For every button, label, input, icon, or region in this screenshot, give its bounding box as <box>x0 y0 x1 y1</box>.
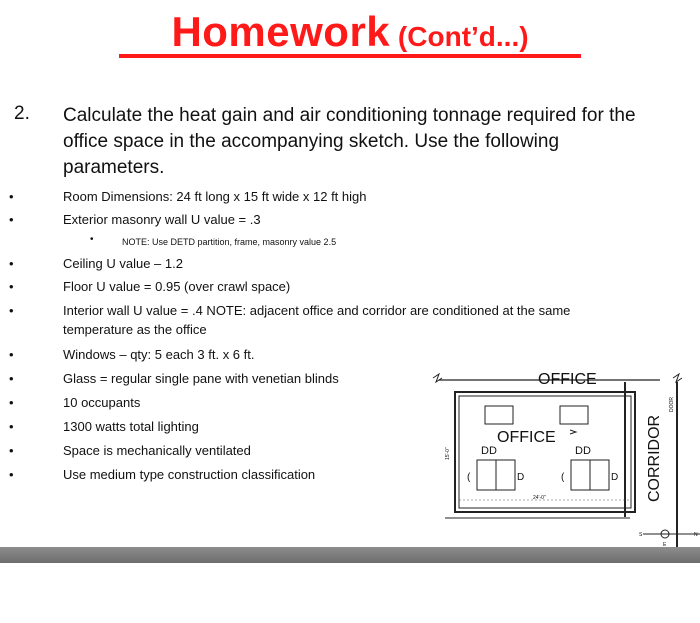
param-ventilation: Space is mechanically ventilated <box>63 443 251 458</box>
bullet: • <box>9 395 14 410</box>
param-room-dimensions: Room Dimensions: 24 ft long x 15 ft wide x 12 ft high <box>63 189 367 204</box>
chair-icon: D <box>611 472 619 483</box>
bullet: • <box>9 279 14 294</box>
bullet: • <box>9 189 14 204</box>
bullet: • <box>9 347 14 362</box>
office-main-label: OFFICE <box>497 429 556 446</box>
param-glass: Glass = regular single pane with venetian blinds <box>63 371 339 386</box>
office-top-label: OFFICE <box>538 371 597 388</box>
width-dimension: 24'-0" <box>533 495 546 501</box>
param-construction: Use medium type construction classification <box>63 467 316 482</box>
param-exterior-wall: Exterior masonry wall U value = .3 <box>63 212 261 227</box>
break-line-right <box>673 374 682 382</box>
question-number: 2. <box>14 103 30 124</box>
chair-icon: D <box>489 445 497 457</box>
door-label: DOOR <box>669 397 675 412</box>
param-occupants: 10 occupants <box>63 395 141 410</box>
chair-icon: ( <box>467 472 471 483</box>
bullet: • <box>9 467 14 482</box>
bullet: • <box>9 212 14 227</box>
desk <box>560 406 588 424</box>
chair-icon <box>570 430 576 434</box>
page-title <box>0 8 700 58</box>
bullet: • <box>9 443 14 458</box>
title-sub: (Cont’d...) <box>390 21 529 52</box>
chair-icon: D <box>583 445 591 457</box>
slide-bottom-bar <box>0 547 700 563</box>
question-text: Calculate the heat gain and air conditioning tonnage required for the office space in the accompanying sketch. Use the following parameters. <box>63 105 636 178</box>
param-lighting: 1300 watts total lighting <box>63 419 199 434</box>
chair-icon: D <box>481 445 489 457</box>
param-floor: Floor U value = 0.95 (over crawl space) <box>63 279 291 294</box>
chair-icon: D <box>575 445 583 457</box>
corridor-label: CORRIDOR <box>646 414 663 502</box>
title-main: Homework <box>171 8 391 55</box>
office-floor-plan-sketch <box>415 362 700 547</box>
chair-icon: D <box>517 472 525 483</box>
compass-south: S <box>639 532 643 538</box>
bullet: • <box>9 256 14 271</box>
height-dimension: 15'-0" <box>445 447 451 460</box>
break-line-left <box>433 374 442 382</box>
compass-north: N <box>694 532 698 538</box>
param-note: NOTE: Use DETD partition, frame, masonry value 2.5 <box>122 237 337 247</box>
compass-east: E <box>663 542 667 547</box>
bullet: • <box>9 419 14 434</box>
param-windows: Windows – qty: 5 each 3 ft. x 6 ft. <box>63 347 255 362</box>
bullet: • <box>9 303 14 318</box>
sub-bullet: • <box>90 234 94 245</box>
param-interior-wall: Interior wall U value = .4 NOTE: adjacent office and corridor are conditioned at the same temperature as the office <box>63 303 571 337</box>
chair-icon: ( <box>561 472 565 483</box>
bullet: • <box>9 371 14 386</box>
param-ceiling: Ceiling U value – 1.2 <box>63 256 183 271</box>
desk <box>485 406 513 424</box>
